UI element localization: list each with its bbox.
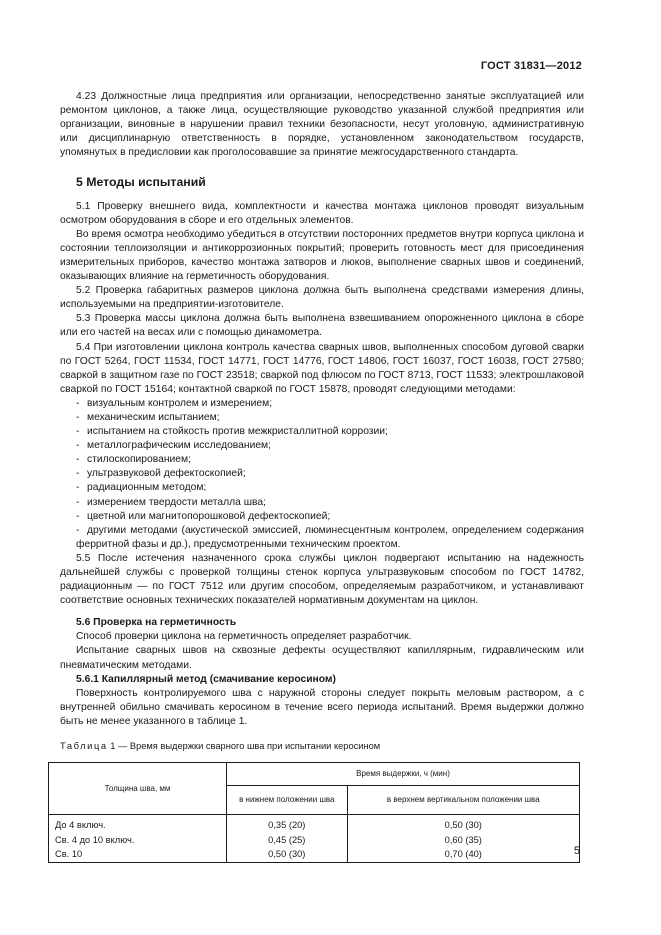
paragraph-5-3: 5.3 Проверка массы циклона должна быть выполнена взвешиванием опорожненного циклона в сборе или его частей на весах или с помощью динамометра. bbox=[60, 313, 584, 339]
list-item-text: ультразвуковой дефектоскопией; bbox=[87, 468, 246, 480]
list-item bbox=[60, 510, 584, 524]
paragraph-5-2: 5.2 Проверка габаритных размеров циклона должна быть выполнена средствами измерения длины, используемыми на предприятии-изготовителе. bbox=[60, 285, 584, 311]
section-5-title: 5 Методы испытаний bbox=[76, 175, 206, 190]
paragraph-5-6-welds: Испытание сварных швов на сквозные дефекты осуществляют капиллярным, гидравлическим или пневматическим методами. bbox=[60, 645, 584, 671]
list-item bbox=[60, 397, 584, 411]
list-item bbox=[60, 496, 584, 510]
list-item-text: радиационным методом; bbox=[87, 482, 207, 494]
table-caption-text: 1 — Время выдержки сварного шва при испытании керосином bbox=[107, 741, 381, 752]
list-dash: - bbox=[76, 440, 80, 452]
list-dash: - bbox=[76, 426, 80, 438]
cell-lower: 0,50 (30) bbox=[227, 847, 348, 862]
list-item bbox=[60, 467, 584, 481]
list-item-text: измерением твердости металла шва; bbox=[87, 496, 266, 508]
paragraph-5-1-inspection: Во время осмотра необходимо убедиться в отсутствии посторонних предметов внутри корпуса циклона и состоянии теплоизоляции и антикоррозионных покрытий; проверить готовность мест для присоединения измерительных приборов, качество монтажа затворов и люков, выполнение сварных швов и соединений, оказывающих влияние на герметичность оборудования. bbox=[60, 228, 584, 283]
table-caption-word: Таблица bbox=[60, 741, 108, 752]
paragraph-5-5: 5.5 После истечения назначенного срока службы циклон подвергают испытанию на надежность дальнейшей службы с проверкой толщины стенок корпуса ультразвуковым способом по ГОСТ 14782, радиационным — по ГОСТ 7512 или другим способом, определяемым разработчиком, и устанавливают соответствие основных технических показателей нормативным документам на циклон. bbox=[60, 552, 584, 607]
list-item bbox=[60, 425, 584, 439]
paragraph-5-6-method: Способ проверки циклона на герметичность определяет разработчик. bbox=[76, 631, 412, 643]
cell-vertical: 0,70 (40) bbox=[347, 847, 579, 862]
list-item bbox=[60, 411, 584, 425]
header-hold-time: Время выдержки, ч (мин) bbox=[227, 763, 580, 786]
paragraph-5-4: 5.4 При изготовлении циклона контроль качества сварных швов, выполненных способом дуговой сварки по ГОСТ 5264, ГОСТ 11534, ГОСТ 14771, ГОСТ 14776, ГОСТ 14806, ГОСТ 16037, ГОСТ 16038, ГОСТ 27580; сваркой в защитном газе по ГОСТ 23518; сваркой под флюсом по ГОСТ 8713, ГОСТ 11533; электрошлаковой сваркой по ГОСТ 15164; контактной сваркой по ГОСТ 15878, проводят следующими методами: bbox=[60, 341, 584, 395]
list-item-text: стилоскопированием; bbox=[87, 454, 191, 466]
list-dash: - bbox=[76, 496, 80, 508]
header-lower-position: в нижнем положении шва bbox=[227, 786, 348, 815]
kerosene-hold-time-table bbox=[48, 762, 580, 863]
table-row bbox=[49, 833, 580, 848]
standard-header: ГОСТ 31831—2012 bbox=[480, 60, 582, 72]
table-caption bbox=[60, 739, 584, 753]
list-dash: - bbox=[76, 411, 80, 423]
section-5-6-1-title: 5.6.1 Капиллярный метод (смачивание керосином) bbox=[76, 673, 336, 685]
list-dash: - bbox=[76, 397, 80, 409]
cell-vertical: 0,60 (35) bbox=[347, 833, 579, 848]
list-dash: - bbox=[76, 468, 80, 480]
list-item-text: испытанием на стойкость против межкристаллитной коррозии; bbox=[87, 426, 388, 438]
list-item bbox=[60, 439, 584, 453]
section-5-6-title: 5.6 Проверка на герметичность bbox=[76, 617, 237, 629]
list-item-text: другими методами (акустической эмиссией, люминесцентным контролем, определением содержания ферритной фазы и др.), предусмотренными техническим проектом. bbox=[76, 524, 584, 550]
list-item bbox=[60, 524, 584, 552]
table-row bbox=[49, 847, 580, 862]
cell-vertical: 0,50 (30) bbox=[347, 815, 579, 833]
list-dash: - bbox=[76, 524, 80, 536]
paragraph-4-23: 4.23 Должностные лица предприятия или организации, непосредственно занятые эксплуатацией или ремонтом циклонов, а также лица, осуществляющие руководство указанной службой предприятия или организации, виновные в нарушении правил техники безопасности, несут уголовную, административную или дисциплинарную ответственность в порядке, установленном законодательством государств, упомянутых в предисловии как проголосовавшие за принятие межгосударственного стандарта. bbox=[60, 91, 584, 159]
paragraph-5-1: 5.1 Проверку внешнего вида, комплектности и качества монтажа циклонов проводят визуальным осмотром оборудования в сборе и его отдельных элементов. bbox=[60, 200, 584, 226]
list-dash: - bbox=[76, 482, 80, 494]
page-number: 5 bbox=[573, 845, 580, 857]
cell-lower: 0,45 (25) bbox=[227, 833, 348, 848]
cell-thickness: До 4 включ. bbox=[49, 815, 227, 833]
methods-list bbox=[60, 397, 584, 552]
cell-thickness: Св. 4 до 10 включ. bbox=[49, 833, 227, 848]
cell-lower: 0,35 (20) bbox=[227, 815, 348, 833]
list-item-text: визуальным контролем и измерением; bbox=[87, 397, 273, 409]
list-dash: - bbox=[76, 454, 80, 466]
header-thickness: Толщина шва, мм bbox=[49, 763, 227, 815]
list-item-text: механическим испытанием; bbox=[87, 411, 220, 423]
header-vertical-position: в верхнем вертикальном положении шва bbox=[347, 786, 579, 815]
cell-thickness: Св. 10 bbox=[49, 847, 227, 862]
list-item bbox=[60, 453, 584, 467]
list-item bbox=[60, 481, 584, 495]
list-item-text: металлографическим исследованием; bbox=[87, 440, 271, 452]
list-item-text: цветной или магнитопорошковой дефектоскопией; bbox=[87, 510, 331, 522]
document-body bbox=[55, 90, 584, 863]
list-dash: - bbox=[76, 510, 80, 522]
table-row bbox=[49, 815, 580, 833]
paragraph-5-6-1: Поверхность контролируемого шва с наружной стороны следует покрыть меловым раствором, а с внутренней обильно смачивать керосином в течение всего периода испытаний. Время выдержки должно быть не менее указанного в таблице 1. bbox=[60, 687, 584, 727]
table-header-row bbox=[49, 763, 580, 786]
